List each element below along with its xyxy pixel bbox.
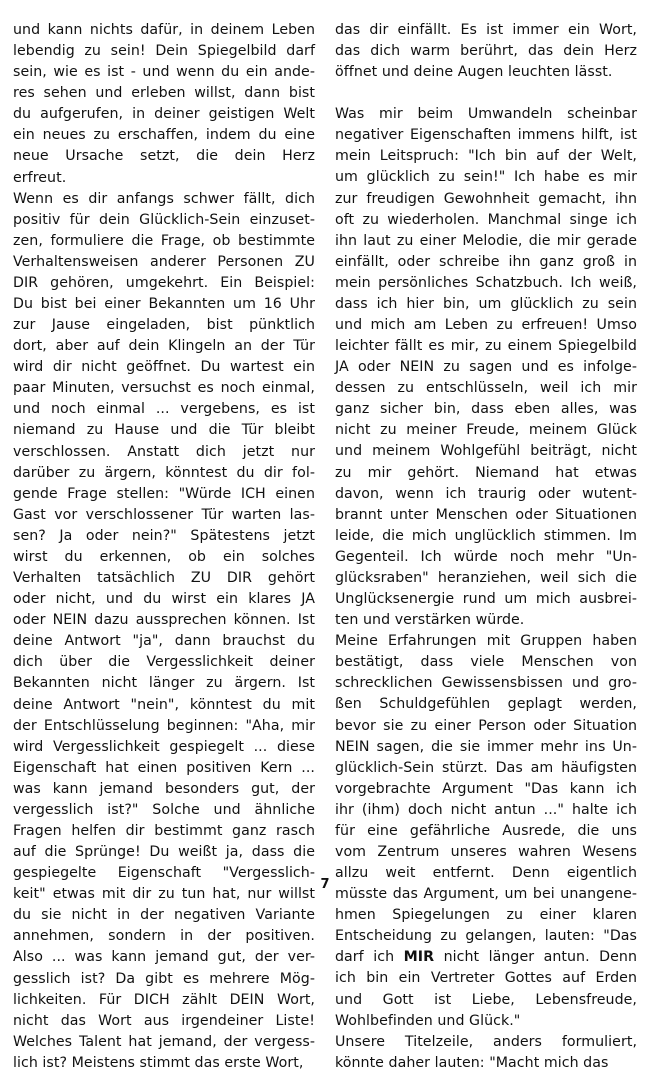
text-line: lich ist? Meistens stimmt das erste Wort, — [13, 1054, 304, 1071]
text-line: dich über die Vergesslichkeit deiner — [13, 654, 315, 671]
text-line: Was mir beim Umwandeln scheinbar — [335, 106, 637, 123]
text-line: vom Zentrum unseres wahren Wesens — [335, 843, 637, 860]
text-line: paar Minuten, versuchst es noch einmal, — [13, 380, 315, 397]
left-text-column — [13, 20, 315, 1074]
text-line: Wohlbefinden und Glück." — [335, 1012, 521, 1029]
text-line: oder NEIN dazu aussprechen können. Ist — [13, 612, 315, 629]
text-line: davon, wenn ich traurig oder wutent- — [335, 485, 637, 502]
text-line: ganz sicher bin, dass eben alles, was — [335, 401, 637, 418]
text-line: allzu weit entfernt. Denn eigentlich — [335, 865, 637, 882]
emphasis-line-start: darf ich — [335, 949, 404, 966]
text-line: Entscheidung zu gelangen, lauten: "Das — [335, 928, 637, 945]
text-line: Unglücksenergie rund um mich ausbrei- — [335, 591, 637, 608]
page-number: 7 — [320, 877, 330, 892]
text-line: müsste das Argument, um bei unangene- — [335, 886, 637, 903]
text-line: ein neues zu erschaffen, indem du eine — [13, 127, 315, 144]
text-line: mein Leitspruch: "Ich bin auf der Welt, — [335, 148, 637, 165]
text-line: könnte daher lauten: "Macht mich das — [335, 1054, 609, 1071]
text-line: Verhaltensweisen anderer Personen ZU — [13, 253, 315, 270]
text-line: bevor sie zu einer Person oder Situation — [335, 717, 637, 734]
text-line: Verhalten tatsächlich ZU DIR gehört — [13, 570, 315, 587]
text-line: leide, die mich unglücklich stimmen. Im — [335, 527, 637, 544]
text-line: Gast vor verschlossener Tür warten las- — [13, 506, 315, 523]
text-line: niemand zu Hause und die Tür bleibt — [13, 422, 315, 439]
text-line: öffnet und deine Augen leuchten lässt. — [335, 64, 613, 81]
text-line: du sie nicht in der negativen Variante — [13, 907, 315, 924]
text-line: was kann jemand besonders gut, der — [13, 780, 315, 797]
text-line: Fragen helfen dir bestimmt ganz rasch — [13, 822, 315, 839]
text-line: zur Jause eingeladen, bist pünktlich — [13, 317, 315, 334]
text-line: brannt unter Menschen oder Situationen — [335, 506, 637, 523]
emphasis-line — [335, 947, 637, 968]
text-line: dort, aber auf dein Klingeln an der Tür — [13, 338, 315, 355]
text-line: vorgebrachte Argument "Das kann ich — [335, 780, 637, 797]
text-line: DIR gehören, umgekehrt. Ein Beispiel: — [13, 274, 315, 291]
text-line: verschlossen. Anstatt dich jetzt nur — [13, 443, 315, 460]
paragraph-gap — [335, 83, 637, 104]
text-line: NEIN sagen, die sie immer mehr ins Un- — [335, 738, 637, 755]
text-line: Bekannten nicht länger zu ärgern. Ist — [13, 675, 315, 692]
text-line: sein, wie es ist - und wenn du ein ande- — [13, 64, 315, 81]
text-line: Wenn es dir anfangs schwer fällt, dich — [13, 190, 315, 207]
text-line: zur freudigen Gewohnheit gemacht, ihn — [335, 190, 637, 207]
text-line: ten und verstärken würde. — [335, 612, 525, 629]
text-line: positiv für dein Glücklich-Sein einzuset- — [13, 211, 315, 228]
text-line: darüber zu ärgern, könntest du dir fol- — [13, 464, 315, 481]
text-line: Welches Talent hat jemand, der vergess- — [13, 1033, 315, 1050]
text-line: Meine Erfahrungen mit Gruppen haben — [335, 633, 637, 650]
right-paragraph-continuation — [335, 20, 637, 83]
text-line: nicht zu meiner Freude, meinem Glück — [335, 422, 637, 439]
text-line: wird Vergesslichkeit gespiegelt ... diese — [13, 738, 315, 755]
text-line: gespiegelte Eigenschaft "Vergesslich- — [13, 865, 315, 882]
text-line: gende Frage stellen: "Würde ICH einen — [13, 485, 315, 502]
emphasis-word: MIR — [403, 949, 435, 966]
text-line: und kann nichts dafür, in deinem Leben — [13, 22, 315, 38]
text-line: glücksraben" heranziehen, weil sich die — [335, 569, 637, 586]
text-line: schrecklichen Gewissensbissen und gro- — [335, 675, 637, 692]
text-line: JA oder NEIN zu sagen und es infolge- — [335, 359, 637, 376]
text-line: zen, formuliere die Frage, ob bestimmte — [13, 232, 315, 249]
text-line: ihr (ihm) doch nicht antun ..." halte ich — [335, 801, 637, 818]
text-line: um glücklich zu sein!" Ich habe es mir — [335, 169, 637, 186]
text-line: keit" etwas mit dir zu tun hat, nur willst — [13, 886, 315, 903]
text-line: oft zu wiederholen. Manchmal singe ich — [335, 211, 637, 228]
text-line: und noch einmal ... vergebens, es ist — [13, 401, 315, 418]
text-line: deine Antwort "nein", könntest du mit — [13, 696, 315, 713]
text-line: du aufgerufen, in deiner geistigen Welt — [13, 106, 315, 123]
text-line: das dir einfällt. Es ist immer ein Wort, — [335, 22, 637, 38]
text-line: leichter fällt es mir, zu einem Spiegelbild — [335, 338, 637, 355]
text-line: oder nicht, und du wirst ein klares JA — [13, 591, 315, 608]
text-line: Unsere Titelzeile, anders formuliert, — [335, 1033, 637, 1050]
text-line: lebendig zu sein! Dein Spiegelbild darf — [13, 43, 315, 60]
text-line: auf die Sprünge! Du weißt ja, dass die — [13, 844, 315, 861]
text-line: mein persönliches Schatzbuch. Ich weiß, — [335, 274, 637, 291]
text-line: deine Antwort "ja", dann brauchst du — [13, 633, 315, 650]
text-line: für eine gefährliche Ausrede, die uns — [335, 822, 637, 839]
text-line: Eigenschaft hat einen positiven Kern ... — [13, 759, 315, 776]
right-text-column — [335, 20, 637, 1074]
text-line: und mich am Leben zu erfreuen! Umso — [335, 317, 637, 334]
text-line: glücklich-Sein stürzt. Das am häufigsten — [335, 759, 637, 776]
text-line: und Gott ist Liebe, Lebensfreude, — [335, 991, 637, 1008]
right-paragraph-end — [335, 968, 637, 1073]
text-line: dessen zu entschlüsseln, weil ich mir — [335, 380, 637, 397]
text-line: wirst du erkennen, ob ein solches — [13, 548, 315, 565]
text-line: hmen Spiegelungen zu einer klaren — [335, 907, 637, 924]
text-line: ihn laut zu einer Melodie, die mir gerade — [335, 232, 637, 249]
text-line: annehmen, sondern in der positiven. — [13, 928, 315, 945]
emphasis-line-end: nicht länger antun. Denn — [434, 949, 637, 966]
text-line: der Entschlüsselung beginnen: "Aha, mir — [13, 717, 315, 734]
text-line: vergesslich ist?" Solche und ähnliche — [13, 801, 315, 818]
text-line: sen? Ja oder nein?" Spätestens jetzt — [13, 527, 315, 544]
text-line: das dich warm berührt, das dein Herz — [335, 43, 637, 60]
text-line: nicht das Wort aus irgendeiner Liste! — [13, 1012, 315, 1029]
text-line: ich bin ein Vertreter Gottes auf Erden — [335, 970, 637, 987]
text-line: res sehen und erleben willst, dann bist — [13, 85, 315, 102]
text-line: neue Ursache setzt, die dein Herz — [13, 148, 315, 165]
text-line: negativer Eigenschaften immens hilft, ist — [335, 127, 637, 144]
text-line: zu mir gehört. Niemand hat etwas — [335, 464, 637, 481]
text-line: einfällt, oder schreibe ihn ganz groß in — [335, 253, 637, 270]
text-line: lichkeiten. Für DICH zählt DEIN Wort, — [13, 991, 315, 1008]
text-line: und meinem Wohlgefühl beiträgt, nicht — [335, 443, 637, 460]
text-line: gesslich ist? Da gibt es mehrere Mög- — [13, 970, 315, 987]
text-line: wird dir nicht geöffnet. Du wartest ein — [13, 359, 315, 376]
text-line: bestätigt, dass viele Menschen von — [335, 654, 637, 671]
text-line: ßen Schuldgefühlen geplagt werden, — [335, 696, 637, 713]
text-line: Gegenteil. Ich würde noch mehr "Un- — [335, 548, 637, 565]
text-line: Also ... was kann jemand gut, der ver- — [13, 949, 315, 966]
text-line: dass ich hier bin, um glücklich zu sein — [335, 295, 637, 312]
text-line: erfreut. — [13, 169, 67, 186]
right-paragraph-main — [335, 104, 637, 947]
text-line: Du bist bei einer Bekannten um 16 Uhr — [13, 296, 315, 313]
